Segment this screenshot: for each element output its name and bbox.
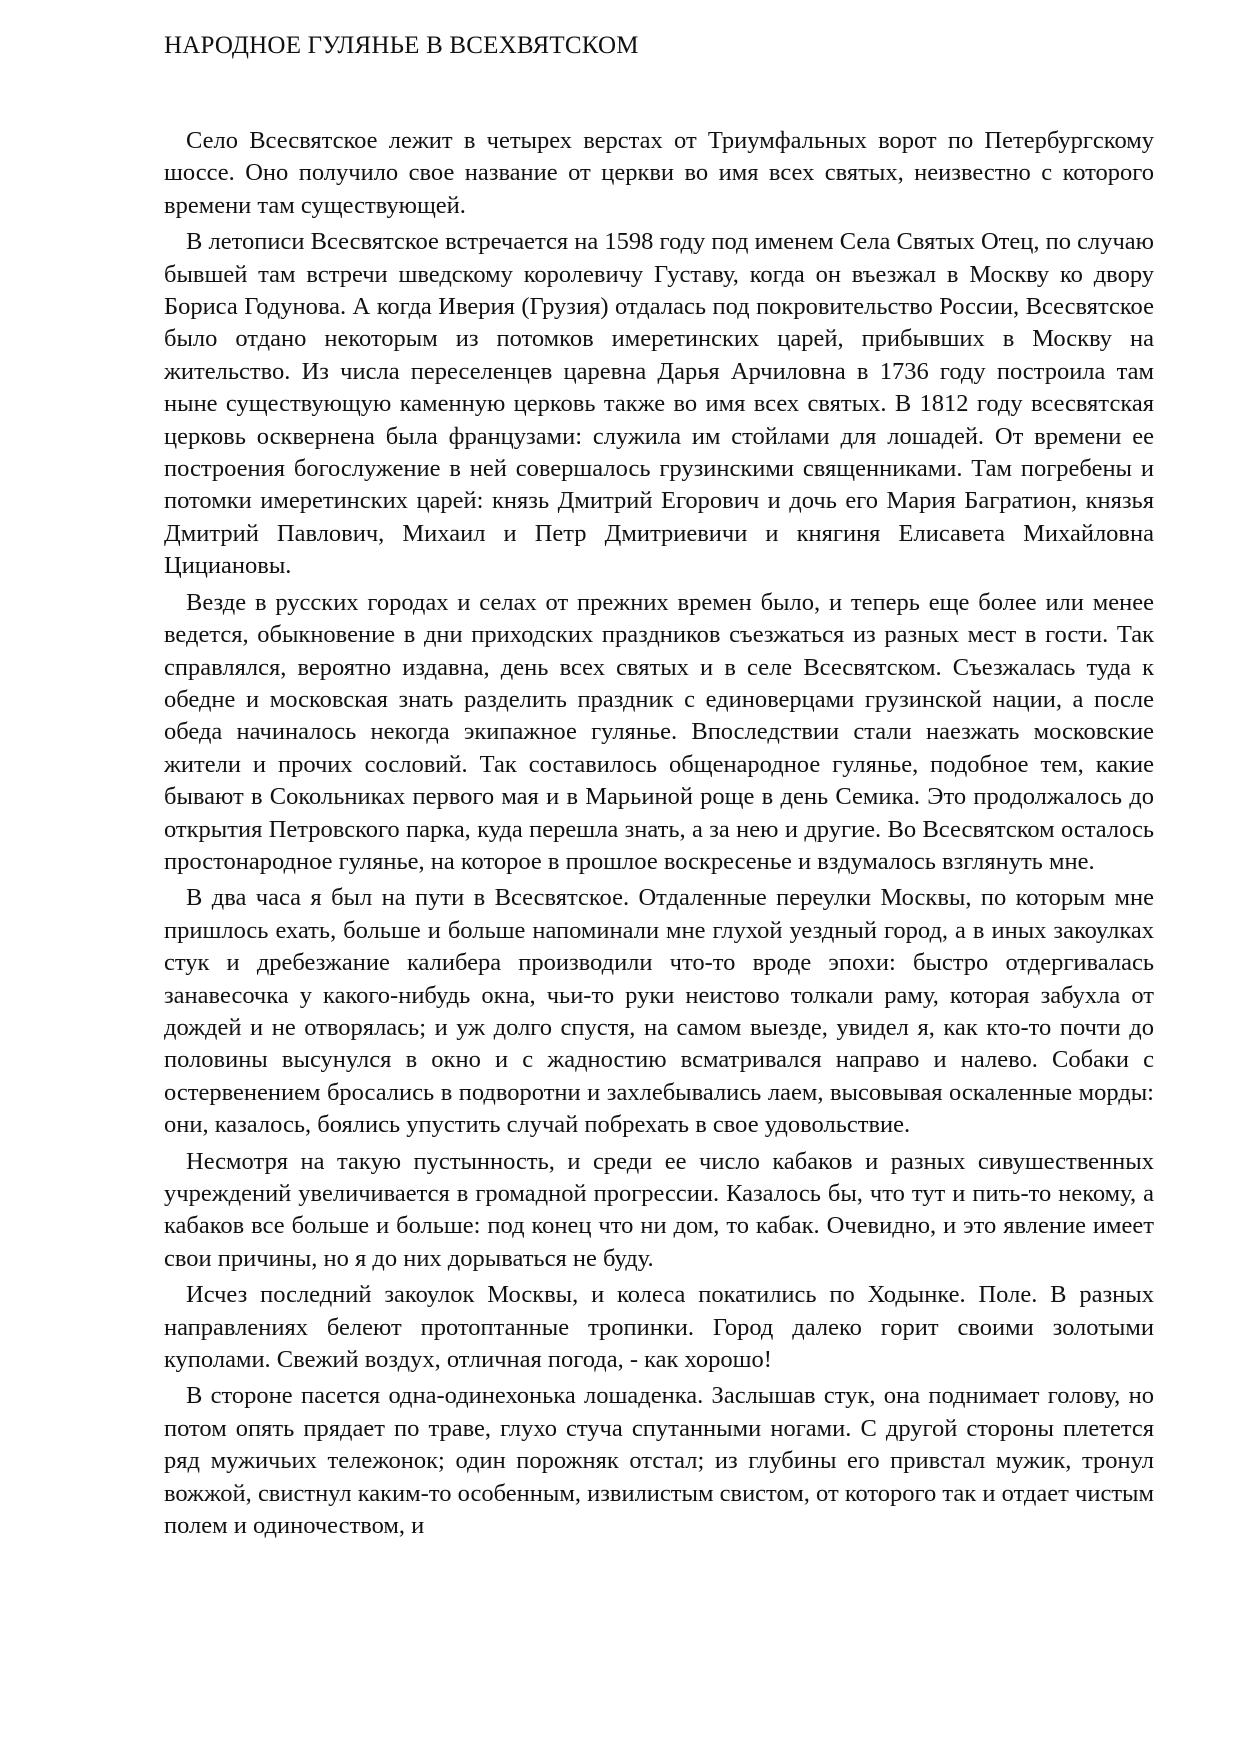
document-body	[164, 125, 1154, 1546]
paragraph: Село Всесвятское лежит в четырех верстах от Триумфальных ворот по Петербургскому шоссе. Оно получило свое название от церкви во имя всех святых, неизвестно с которого времени там существующей.	[164, 127, 1154, 219]
paragraph: Везде в русских городах и селах от прежних времен было, и теперь еще более или менее ведется, обыкновение в дни приходских праздников съезжаться из разных мест в гости. Так справлялся, вероятно издавна, день всех святых и в селе Всесвятском. Съезжалась туда к обедне и московская знать разделить праздник с единоверцами грузинской нации, а после обеда начиналось некогда экипажное гулянье. Впоследствии стали наезжать московские жители и прочих сословий. Так составилось общенародное гулянье, подобное тем, какие бывают в Сокольниках первого мая и в Марьиной роще в день Семика. Это продолжалось до открытия Петровского парка, куда перешла знать, а за нею и другие. Во Всесвятском осталось простонародное гулянье, на которое в прошлое воскресенье и вздумалось взглянуть мне.	[164, 588, 1154, 875]
paragraph: Несмотря на такую пустынность, и среди ее число кабаков и разных сивушественных учреждений увеличивается в громадной прогрессии. Казалось бы, что тут и пить-то некому, а кабаков все больше и больше: под конец что ни дом, то кабак. Очевидно, и это явление имеет свои причины, но я до них дорываться не буду.	[164, 1147, 1154, 1272]
paragraph: В летописи Всесвятское встречается на 1598 году под именем Села Святых Отец, по случаю бывшей там встречи шведскому королевичу Густаву, когда он въезжал в Москву ко двору Бориса Годунова. А когда Иверия (Грузия) отдалась под покровительство России, Всесвятское было отдано некоторым из потомков имеретинских царей, прибывших в Москву на жительство. Из числа переселенцев царевна Дарья Арчиловна в 1736 году построила там ныне существующую каменную церковь также во имя всех святых. В 1812 году всесвятская церковь осквернена была французами: служила им стойлами для лошадей. От времени ее построения богослужение в ней совершалось грузинскими священниками. Там погребены и потомки имеретинских царей: князь Дмитрий Егорович и дочь его Мария Багратион, князья Дмитрий Павлович, Михаил и Петр Дмитриевичи и княгиня Елисавета Михайловна Цициановы.	[164, 228, 1154, 580]
paragraph: В два часа я был на пути в Всесвятское. Отдаленные переулки Москвы, по которым мне пришлось ехать, больше и больше напоминали мне глухой уездный город, а в иных закоулках стук и дребезжание калибера производили что-то вроде эпохи: быстро отдергивалась занавесочка у какого-нибудь окна, чьи-то руки неистово толкали раму, которая забухла от дождей и не отворялась; и уж долго спустя, на самом выезде, увидел я, как кто-то почти до половины высунулся в окно и с жадностию всматривался направо и налево. Собаки с остервенением бросались в подворотни и захлебывались лаем, высовывая оскаленные морды: они, казалось, боялись упустить случай побрехать в свое удовольствие.	[164, 884, 1154, 1139]
paragraph: В стороне пасется одна-одинехонька лошаденка. Заслышав стук, она поднимает голову, но потом опять прядает по траве, глухо стуча спутанными ногами. С другой стороны плетется ряд мужичьих тележонок; один порожняк отстал; из глубины его привстал мужик, тронул вожжой, свистнул каким-то особенным, извилистым свистом, от которого так и отдает чистым полем и одиночеством, и	[164, 1382, 1154, 1540]
paragraph: Исчез последний закоулок Москвы, и колеса покатились по Ходынке. Поле. В разных направлениях белеют протоптанные тропинки. Город далеко горит своими золотыми куполами. Свежий воздух, отличная погода, - как хорошо!	[164, 1281, 1154, 1374]
document-title: НАРОДНОЕ ГУЛЯНЬЕ В ВСЕХВЯТСКОМ	[164, 32, 639, 59]
